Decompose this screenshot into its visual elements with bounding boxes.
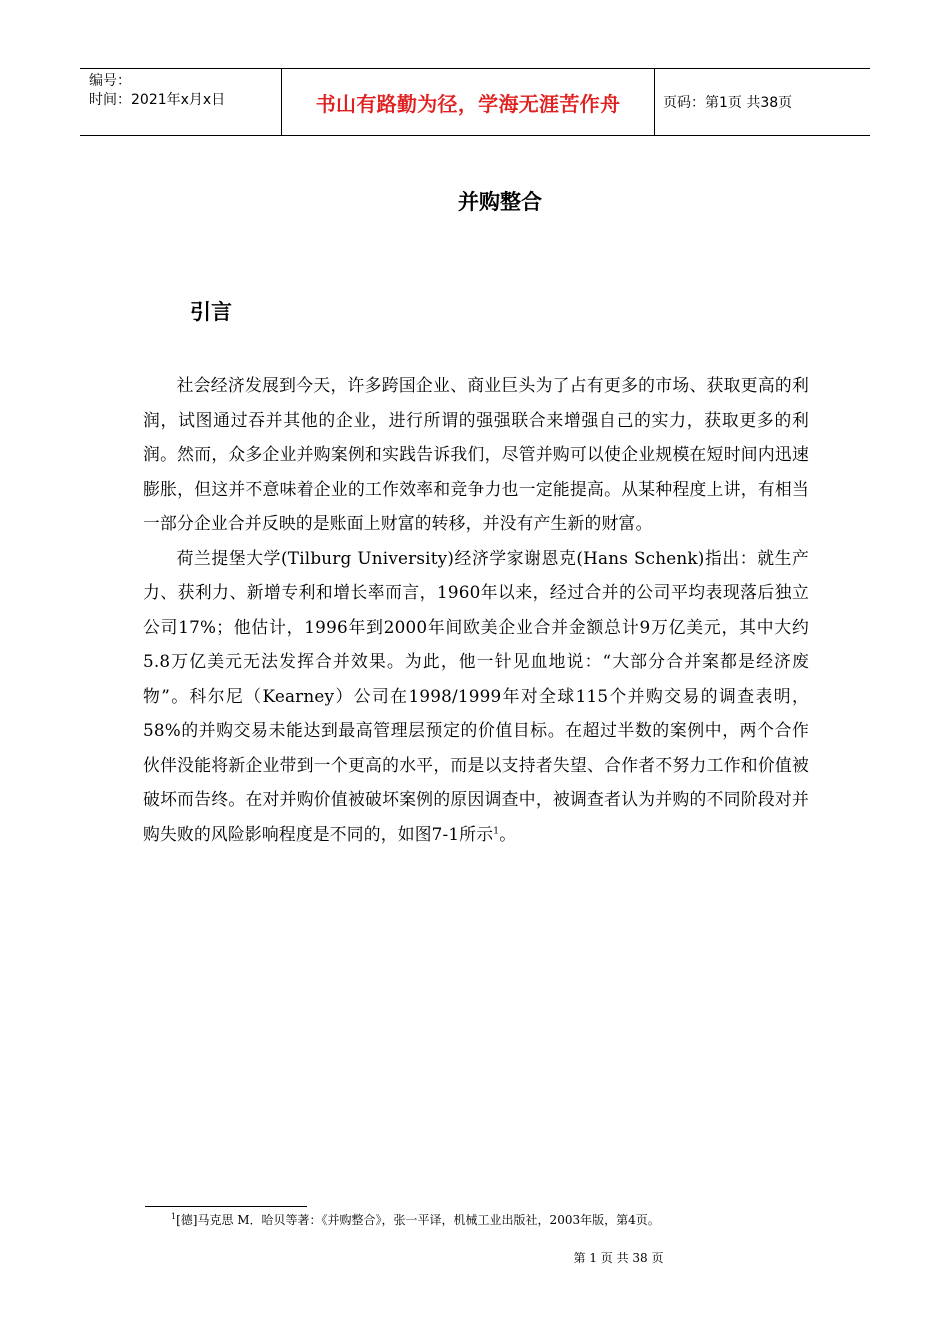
body-text <box>143 368 809 851</box>
section-heading: 引言 <box>190 300 232 324</box>
header-motto: 书山有路勤为径，学海无涯苦作舟 <box>281 69 655 135</box>
number-label: 编号： <box>89 73 131 89</box>
header-meta-cell <box>80 69 281 135</box>
footnote-mark: 1 <box>171 1212 177 1221</box>
document-title: 并购整合 <box>458 190 542 214</box>
footnote <box>171 1212 660 1228</box>
page-footer: 第 1 页 共 38 页 <box>573 1251 664 1265</box>
date-label: 时间：2021年x月x日 <box>89 92 226 108</box>
paragraph-2 <box>143 541 809 852</box>
footnote-text: [德]马克思 M．哈贝等著：《并购整合》，张一平译，机械工业出版社，2003年版，第4页。 <box>176 1213 660 1227</box>
paragraph-1: 社会经济发展到今天，许多跨国企业、商业巨头为了占有更多的市场、获取更高的利润，试图通过吞并其他的企业，进行所谓的强强联合来增强自己的实力，获取更多的利润。然而，众多企业并购案例和实践告诉我们，尽管并购可以使企业规模在短时间内迅速膨胀，但这并不意味着企业的工作效率和竞争力也一定能提高。从某种程度上讲，有相当一部分企业合并反映的是账面上财富的转移，并没有产生新的财富。 <box>143 375 809 533</box>
header-table <box>80 68 870 136</box>
paragraph-2-text: 荷兰提堡大学(Tilburg University)经济学家谢恩克(Hans Schenk)指出：就生产力、获利力、新增专利和增长率而言，1960年以来，经过合并的公司平均表现落后独立公司17%；他估计，1996年到2000年间欧美企业合并金额总计9万亿美元，其中大约5.8万亿美元无法发挥合并效果。为此，他一针见血地说：“大部分合并案都是经济废物”。科尔尼（Kearney）公司在1998/1999年对全球115个并购交易的调查表明，58%的并购交易未能达到最高管理层预定的价值目标。在超过半数的案例中，两个合作伙伴没能将新企业带到一个更高的水平，而是以支持者失望、合作者不努力工作和价值被破坏而告终。在对并购价值被破坏案例的原因调查中，被调查者认为并购的不同阶段对并购失败的风险影响程度是不同的，如图7-1所示 <box>143 547 809 844</box>
footnote-reference[interactable]: 1 <box>493 825 500 836</box>
footnote-divider <box>145 1206 307 1207</box>
header-page-info: 页码：第1页 共38页 <box>663 95 793 111</box>
paragraph-2-end: 。 <box>499 823 517 844</box>
